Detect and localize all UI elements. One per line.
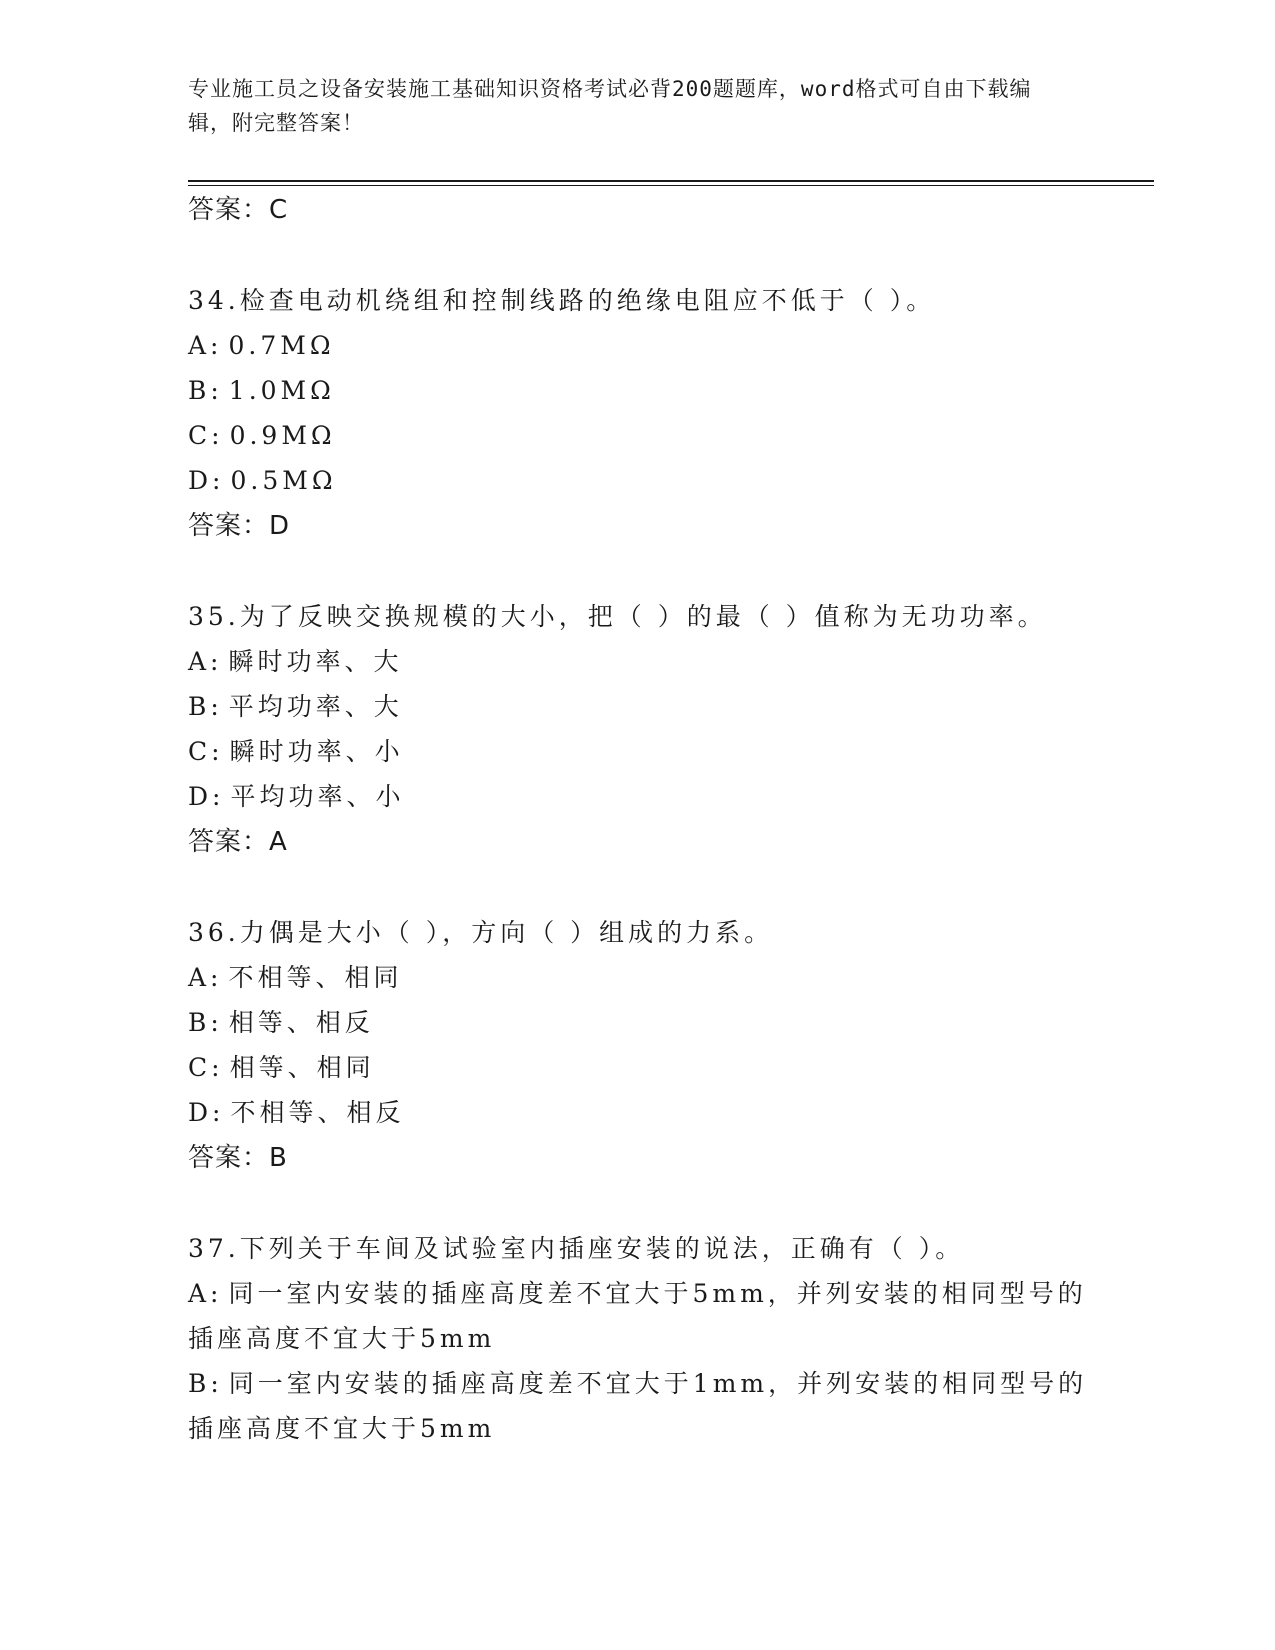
- option-text: 相等、相同: [229, 1053, 375, 1082]
- option-b: [188, 684, 1088, 729]
- option-b: [188, 1361, 1088, 1451]
- option-key: C:: [188, 737, 224, 766]
- spacer: [188, 233, 1088, 278]
- option-key: B:: [188, 692, 223, 721]
- option-a: [188, 639, 1088, 684]
- option-key: B:: [188, 1008, 223, 1037]
- option-c: [188, 1045, 1088, 1090]
- option-text: 0.7MΩ: [228, 331, 335, 360]
- option-a: [188, 323, 1088, 368]
- option-text: 不相等、相反: [230, 1098, 405, 1127]
- option-key: B:: [188, 1369, 223, 1398]
- option-b: [188, 1000, 1088, 1045]
- option-text: 同一室内安装的插座高度差不宜大于1mm，并列安装的相同型号的插座高度不宜大于5mm: [188, 1369, 1088, 1443]
- answer-line: 答案：A: [188, 827, 288, 857]
- option-text: 瞬时功率、大: [228, 647, 403, 676]
- header-rule-thin: [188, 185, 1154, 186]
- option-key: A:: [188, 1279, 223, 1308]
- option-c: [188, 413, 1088, 458]
- option-key: D:: [188, 1098, 225, 1127]
- option-key: D:: [188, 782, 225, 811]
- answer-line: 答案：D: [188, 511, 291, 541]
- question-37: [188, 1226, 1088, 1451]
- spacer: [188, 865, 1088, 910]
- option-text: 0.9MΩ: [229, 421, 336, 450]
- option-text: 1.0MΩ: [228, 376, 335, 405]
- question-34: [188, 278, 1088, 549]
- option-key: C:: [188, 1053, 224, 1082]
- question-stem: 35.为了反映交换规模的大小，把（ ）的最（ ）值称为无功功率。: [188, 602, 1047, 631]
- document-header: 专业施工员之设备安装施工基础知识资格考试必背200题题库，word格式可自由下载编辑，附完整答案！: [188, 77, 1032, 135]
- question-list: [188, 187, 1088, 1451]
- option-a: [188, 1271, 1088, 1361]
- question-36: [188, 910, 1088, 1181]
- option-key: A:: [188, 647, 223, 676]
- question-stem: 36.力偶是大小（ ），方向（ ）组成的力系。: [188, 918, 774, 947]
- question-stem: 34.检查电动机绕组和控制线路的绝缘电阻应不低于（ ）。: [188, 286, 936, 315]
- option-d: [188, 1090, 1088, 1135]
- answer-line: 答案：B: [188, 1143, 288, 1173]
- option-text: 相等、相反: [228, 1008, 374, 1037]
- option-d: [188, 774, 1088, 819]
- option-key: A:: [188, 331, 223, 360]
- option-key: A:: [188, 963, 223, 992]
- option-key: D:: [188, 466, 225, 495]
- option-c: [188, 729, 1088, 774]
- option-text: 不相等、相同: [228, 963, 403, 992]
- question-35: [188, 594, 1088, 865]
- option-key: C:: [188, 421, 224, 450]
- previous-answer: 答案：C: [188, 195, 289, 225]
- option-key: B:: [188, 376, 223, 405]
- option-b: [188, 368, 1088, 413]
- spacer: [188, 549, 1088, 594]
- question-stem: 37.下列关于车间及试验室内插座安装的说法，正确有（ ）。: [188, 1234, 965, 1263]
- option-text: 0.5MΩ: [230, 466, 337, 495]
- header-rule-thick: [188, 180, 1154, 182]
- spacer: [188, 1181, 1088, 1226]
- option-d: [188, 458, 1088, 503]
- option-text: 平均功率、大: [228, 692, 403, 721]
- option-a: [188, 955, 1088, 1000]
- option-text: 瞬时功率、小: [229, 737, 404, 766]
- option-text: 同一室内安装的插座高度差不宜大于5mm，并列安装的相同型号的插座高度不宜大于5mm: [188, 1279, 1087, 1353]
- option-text: 平均功率、小: [230, 782, 405, 811]
